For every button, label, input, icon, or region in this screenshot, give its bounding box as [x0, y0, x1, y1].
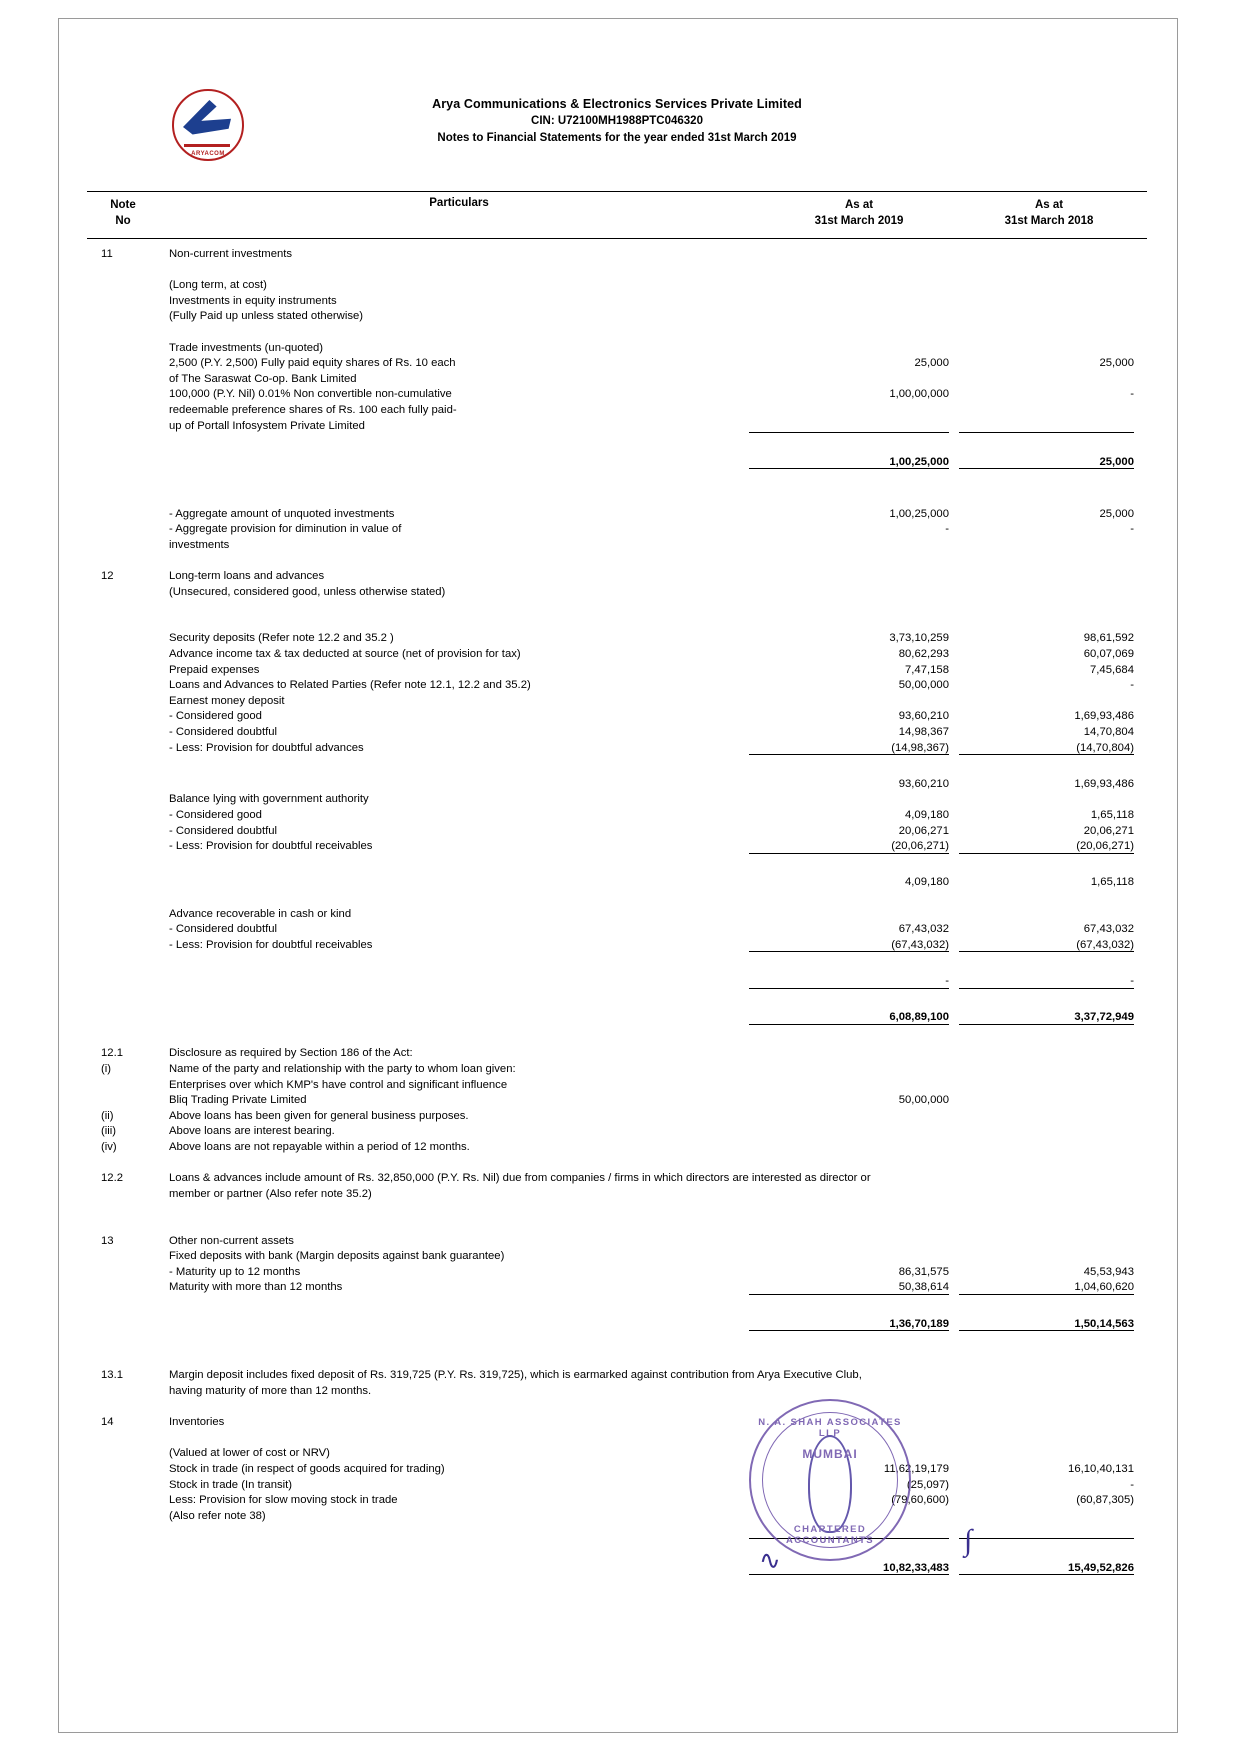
row-amount-current-year: 25,000: [914, 357, 949, 370]
table-row: [87, 1493, 1147, 1508]
row-particulars: having maturity of more than 12 months.: [169, 1385, 372, 1397]
table-row: [87, 1078, 1147, 1093]
row-particulars: - Maturity up to 12 months: [169, 1265, 301, 1278]
row-particulars: Stock in trade (In transit): [169, 1478, 293, 1491]
row-amount-prior-year: 1,50,14,563: [1074, 1317, 1134, 1330]
row-amount-prior-year: 98,61,592: [1083, 632, 1134, 645]
row-particulars: (Valued at lower of cost or NRV): [169, 1447, 330, 1460]
row-particulars: Prepaid expenses: [169, 663, 260, 676]
table-row: [87, 1187, 1147, 1202]
row-particulars: Other non-current assets: [169, 1234, 294, 1247]
row-amount-current-year: 14,98,367: [898, 726, 949, 738]
company-name: Arya Communications & Electronics Services Private Limited: [432, 97, 802, 111]
subtotal-rule-cy: [749, 1024, 949, 1025]
row-amount-prior-year: 25,000: [1099, 455, 1134, 468]
table-row: [87, 1046, 1147, 1061]
column-header-note-line2: No: [115, 215, 131, 227]
logo-brand-text: ARYACOM: [191, 151, 225, 157]
row-particulars: Trade investments (un-quoted): [169, 341, 324, 354]
logo-swoosh-shape: [183, 100, 231, 136]
row-amount-current-year: 20,06,271: [898, 824, 949, 837]
subtotal-rule-cy: [749, 432, 949, 433]
table-row: [87, 600, 1147, 615]
subtotal-rule-cy: [749, 1330, 949, 1331]
subtotal-rule-cy: [749, 853, 949, 854]
row-particulars: Maturity with more than 12 months: [169, 1281, 343, 1294]
row-particulars: Stock in trade (in respect of goods acquired for trading): [169, 1463, 445, 1475]
table-row: [87, 585, 1147, 600]
table-row: [87, 387, 1147, 402]
table-row: [87, 647, 1147, 662]
column-header-note-line1: Note: [110, 199, 136, 211]
column-header-current-year: [759, 197, 959, 229]
subtotal-rule-py: [959, 1330, 1134, 1331]
subtotal-rule-cy: [749, 951, 949, 952]
table-row: [87, 631, 1147, 646]
row-amount-current-year: 1,00,25,000: [889, 507, 949, 520]
subtotal-rule-py: [959, 1538, 1134, 1539]
row-amount-prior-year: (14,70,804): [1076, 741, 1134, 754]
row-particulars: - Aggregate amount of unquoted investments: [169, 507, 395, 520]
page-sheet: [58, 18, 1178, 1733]
row-amount-current-year: 6,08,89,100: [889, 1011, 949, 1024]
table-row: [87, 808, 1147, 823]
table-row: [87, 522, 1147, 537]
table-row: [87, 792, 1147, 807]
row-note-number: 13.1: [101, 1369, 123, 1382]
row-amount-prior-year: 20,06,271: [1083, 824, 1134, 837]
column-header-py-asat: As at: [1034, 199, 1064, 211]
row-particulars: 2,500 (P.Y. 2,500) Fully paid equity shares of Rs. 10 each: [169, 357, 456, 370]
row-note-number: 12.2: [101, 1172, 123, 1185]
table-row: [87, 694, 1147, 709]
table-row: [87, 1062, 1147, 1077]
row-amount-current-year: -: [945, 523, 949, 536]
row-particulars: Margin deposit includes fixed deposit of Rs. 319,725 (P.Y. Rs. 319,725), which is earmarked against contribution from Arya Executive Club,: [169, 1369, 862, 1382]
subtotal-rule-py: [959, 988, 1134, 989]
row-amount-prior-year: (67,43,032): [1076, 938, 1134, 951]
row-amount-current-year: 1,00,25,000: [889, 455, 949, 468]
subtotal-rule-py: [959, 1574, 1134, 1575]
row-amount-prior-year: (20,06,271): [1076, 840, 1134, 853]
company-heading-block: [87, 89, 1147, 147]
row-amount-prior-year: 1,65,118: [1090, 809, 1134, 821]
row-particulars: Long-term loans and advances: [169, 570, 325, 582]
table-row: [87, 475, 1147, 490]
table-row: [87, 1202, 1147, 1217]
row-note-number: 12.1: [101, 1047, 123, 1060]
row-particulars: Above loans are interest bearing.: [169, 1125, 335, 1138]
table-row: [87, 1218, 1147, 1233]
row-particulars: Advance recoverable in cash or kind: [169, 907, 352, 920]
row-amount-current-year: 93,60,210: [898, 710, 949, 723]
row-amount-current-year: 4,09,180: [905, 809, 949, 821]
company-cin: CIN: U72100MH1988PTC046320: [531, 115, 703, 127]
row-amount-current-year: 93,60,210: [898, 777, 949, 790]
table-row: [87, 341, 1147, 356]
row-amount-prior-year: 67,43,032: [1083, 923, 1134, 936]
table-row: [87, 1301, 1147, 1316]
row-amount-current-year: (20,06,271): [891, 840, 949, 853]
row-particulars: Less: Provision for slow moving stock in trade: [169, 1494, 398, 1507]
row-particulars: - Less: Provision for doubtful receivables: [169, 938, 373, 951]
row-particulars: Above loans are not repayable within a period of 12 months.: [169, 1141, 470, 1153]
row-note-number: (iii): [101, 1125, 117, 1138]
row-particulars: Advance income tax & tax deducted at source (net of provision for tax): [169, 648, 521, 660]
row-particulars: Bliq Trading Private Limited: [169, 1094, 307, 1107]
row-particulars: 100,000 (P.Y. Nil) 0.01% Non convertible non-cumulative: [169, 388, 452, 401]
row-amount-prior-year: 1,69,93,486: [1074, 710, 1134, 723]
table-row: [87, 247, 1147, 262]
table-row: [87, 294, 1147, 309]
subtotal-rule-py: [959, 853, 1134, 854]
row-particulars: (Also refer note 38): [169, 1509, 266, 1522]
document-subtitle: Notes to Financial Statements for the year ended 31st March 2019: [437, 132, 797, 144]
row-amount-current-year: 50,00,000: [898, 679, 949, 692]
row-particulars: Loans and Advances to Related Parties (Refer note 12.1, 12.2 and 35.2): [169, 679, 531, 692]
table-row: [87, 1581, 1147, 1596]
row-amount-prior-year: -: [1130, 1478, 1134, 1491]
table-row: [87, 860, 1147, 875]
subtotal-rule-cy: [749, 754, 949, 755]
row-particulars: - Considered good: [169, 809, 262, 821]
table-row: [87, 995, 1147, 1010]
row-particulars: Disclosure as required by Section 186 of the Act:: [169, 1047, 413, 1060]
table-row: [87, 1431, 1147, 1446]
row-amount-prior-year: 1,04,60,620: [1074, 1281, 1134, 1294]
row-particulars: (Fully Paid up unless stated otherwise): [169, 310, 364, 323]
table-row: [87, 709, 1147, 724]
table-row: [87, 907, 1147, 922]
table-row: [87, 1156, 1147, 1171]
row-amount-prior-year: 1,69,93,486: [1074, 777, 1134, 790]
row-amount-current-year: 1,36,70,189: [889, 1317, 949, 1330]
row-particulars: - Less: Provision for doubtful advances: [169, 741, 364, 754]
table-row: [87, 777, 1147, 792]
row-particulars: member or partner (Also refer note 35.2): [169, 1187, 372, 1200]
row-amount-prior-year: -: [1130, 679, 1134, 692]
row-amount-prior-year: 14,70,804: [1083, 726, 1134, 738]
auditor-stamp: [749, 1399, 911, 1561]
table-row: [87, 891, 1147, 906]
row-particulars: Security deposits (Refer note 12.2 and 35.2 ): [169, 632, 394, 645]
letterhead: [87, 89, 1147, 179]
row-amount-current-year: (79,60,600): [891, 1494, 949, 1507]
row-amount-current-year: 3,73,10,259: [889, 632, 949, 645]
subtotal-rule-py: [959, 951, 1134, 952]
table-row: [87, 1384, 1147, 1399]
table-row: [87, 616, 1147, 631]
table-row: [87, 1265, 1147, 1280]
row-amount-current-year: 50,00,000: [898, 1094, 949, 1107]
row-amount-current-year: 80,62,293: [898, 648, 949, 660]
row-particulars: - Less: Provision for doubtful receivables: [169, 840, 373, 853]
subtotal-rule-cy: [749, 468, 949, 469]
row-amount-prior-year: 3,37,72,949: [1074, 1011, 1134, 1024]
row-particulars: Investments in equity instruments: [169, 294, 337, 307]
row-note-number: 11: [101, 248, 113, 260]
table-header: [87, 191, 1147, 239]
stamp-qualification: CHARTERED ACCOUNTANTS: [785, 1524, 875, 1546]
row-amount-current-year: (25,097): [906, 1478, 949, 1491]
table-row: [87, 1462, 1147, 1477]
table-row: [87, 1031, 1147, 1046]
table-row: [87, 1234, 1147, 1249]
table-row: [87, 263, 1147, 278]
row-amount-current-year: (67,43,032): [891, 938, 949, 951]
notes-table-body: [87, 239, 1147, 1615]
signature-mark-right: ∫: [964, 1524, 973, 1557]
row-particulars: - Considered doubtful: [169, 824, 278, 837]
table-row: [87, 325, 1147, 340]
table-row: [87, 875, 1147, 890]
row-amount-current-year: 4,09,180: [905, 876, 949, 889]
table-row: [87, 1249, 1147, 1264]
subtotal-rule-cy: [749, 1294, 949, 1295]
page-content: [87, 89, 1147, 1615]
subtotal-rule-py: [959, 1294, 1134, 1295]
row-amount-prior-year: 7,45,684: [1090, 663, 1134, 676]
row-particulars: of The Saraswat Co-op. Bank Limited: [169, 372, 357, 385]
row-note-number: (iv): [101, 1141, 117, 1153]
table-row: [87, 1171, 1147, 1186]
row-note-number: 13: [101, 1234, 114, 1247]
table-row: [87, 553, 1147, 568]
table-row: [87, 678, 1147, 693]
table-row: [87, 491, 1147, 506]
row-particulars: - Considered doubtful: [169, 726, 278, 738]
row-amount-current-year: -: [945, 975, 949, 987]
row-amount-current-year: 11,62,19,179: [883, 1463, 949, 1475]
row-particulars: Enterprises over which KMP's have control and significant influence: [169, 1078, 508, 1091]
column-header-note: [87, 197, 159, 229]
table-row: [87, 1093, 1147, 1108]
row-particulars: (Unsecured, considered good, unless otherwise stated): [169, 585, 446, 598]
row-particulars: - Considered good: [169, 710, 262, 723]
table-row: [87, 538, 1147, 553]
row-amount-current-year: (14,98,367): [891, 741, 949, 754]
row-note-number: (ii): [101, 1109, 114, 1122]
subtotal-rule-py: [959, 432, 1134, 433]
subtotal-rule-py: [959, 468, 1134, 469]
column-header-cy-asat: As at: [844, 199, 874, 211]
subtotal-rule-py: [959, 754, 1134, 755]
table-row: [87, 439, 1147, 454]
table-row: [87, 569, 1147, 584]
row-amount-prior-year: 60,07,069: [1083, 648, 1134, 660]
row-amount-prior-year: -: [1130, 523, 1134, 536]
table-row: [87, 356, 1147, 371]
table-row: [87, 1400, 1147, 1415]
row-particulars: Balance lying with government authority: [169, 793, 369, 806]
row-particulars: up of Portall Infosystem Private Limited: [169, 419, 365, 432]
row-amount-prior-year: 25,000: [1099, 357, 1134, 370]
row-amount-current-year: 10,82,33,483: [883, 1561, 949, 1574]
table-row: [87, 309, 1147, 324]
row-particulars: - Considered doubtful: [169, 923, 278, 936]
table-row: [87, 1337, 1147, 1352]
row-amount-current-year: 7,47,158: [905, 663, 949, 676]
signature-mark-left: ∿: [759, 1546, 781, 1575]
table-row: [87, 1545, 1147, 1560]
table-row: [87, 1509, 1147, 1524]
table-row: [87, 922, 1147, 937]
table-row: [87, 372, 1147, 387]
table-row: [87, 725, 1147, 740]
table-row: [87, 1415, 1147, 1430]
table-row: [87, 824, 1147, 839]
row-amount-current-year: 50,38,614: [898, 1281, 949, 1294]
row-note-number: 14: [101, 1416, 114, 1429]
stamp-city: MUMBAI: [802, 1447, 858, 1461]
table-row: [87, 1124, 1147, 1139]
row-amount-current-year: 67,43,032: [898, 923, 949, 936]
row-particulars: Fixed deposits with bank (Margin deposits against bank guarantee): [169, 1250, 505, 1263]
row-amount-prior-year: 45,53,943: [1083, 1265, 1134, 1278]
row-particulars: Name of the party and relationship with the party to whom loan given:: [169, 1063, 516, 1075]
column-header-prior-year: [959, 197, 1139, 229]
table-row: [87, 761, 1147, 776]
row-particulars: Earnest money deposit: [169, 694, 285, 707]
stamp-firm-name: N. A. SHAH ASSOCIATES LLP: [758, 1417, 902, 1439]
row-particulars: Inventories: [169, 1416, 225, 1429]
column-header-particulars: Particulars: [429, 197, 489, 209]
row-amount-prior-year: 15,49,52,826: [1068, 1561, 1134, 1574]
table-row: [87, 1368, 1147, 1383]
table-row: [87, 278, 1147, 293]
table-row: [87, 1446, 1147, 1461]
table-row: [87, 1140, 1147, 1155]
company-logo-icon: [172, 89, 244, 161]
table-row: [87, 507, 1147, 522]
row-amount-prior-year: 25,000: [1099, 507, 1134, 520]
row-particulars: (Long term, at cost): [169, 279, 267, 292]
row-amount-current-year: 1,00,00,000: [889, 388, 949, 401]
row-amount-prior-year: -: [1130, 388, 1134, 401]
row-amount-prior-year: 1,65,118: [1090, 876, 1134, 889]
row-particulars: redeemable preference shares of Rs. 100 each fully paid-: [169, 404, 457, 416]
row-particulars: Loans & advances include amount of Rs. 32,850,000 (P.Y. Rs. Nil) due from companies / firms in which directors are interested as director or: [169, 1172, 871, 1185]
subtotal-rule-py: [959, 1024, 1134, 1025]
table-row: [87, 958, 1147, 973]
row-amount-prior-year: (60,87,305): [1076, 1494, 1134, 1507]
row-amount-current-year: 86,31,575: [898, 1265, 949, 1278]
table-row: [87, 403, 1147, 418]
column-header-cy-date: 31st March 2019: [814, 215, 904, 227]
row-note-number: (i): [101, 1063, 112, 1075]
row-amount-prior-year: 16,10,40,131: [1068, 1463, 1134, 1475]
row-particulars: Non-current investments: [169, 248, 293, 260]
table-row: [87, 1353, 1147, 1368]
table-row: [87, 1478, 1147, 1493]
logo-bar-shape: [184, 144, 230, 147]
row-particulars: Above loans has been given for general business purposes.: [169, 1109, 469, 1122]
row-particulars: investments: [169, 538, 230, 551]
table-row: [87, 1109, 1147, 1124]
row-particulars: - Aggregate provision for diminution in value of: [169, 523, 402, 536]
table-row: [87, 663, 1147, 678]
row-note-number: 12: [101, 570, 114, 582]
row-amount-prior-year: -: [1130, 975, 1134, 987]
subtotal-rule-cy: [749, 988, 949, 989]
column-header-py-date: 31st March 2018: [1004, 215, 1094, 227]
